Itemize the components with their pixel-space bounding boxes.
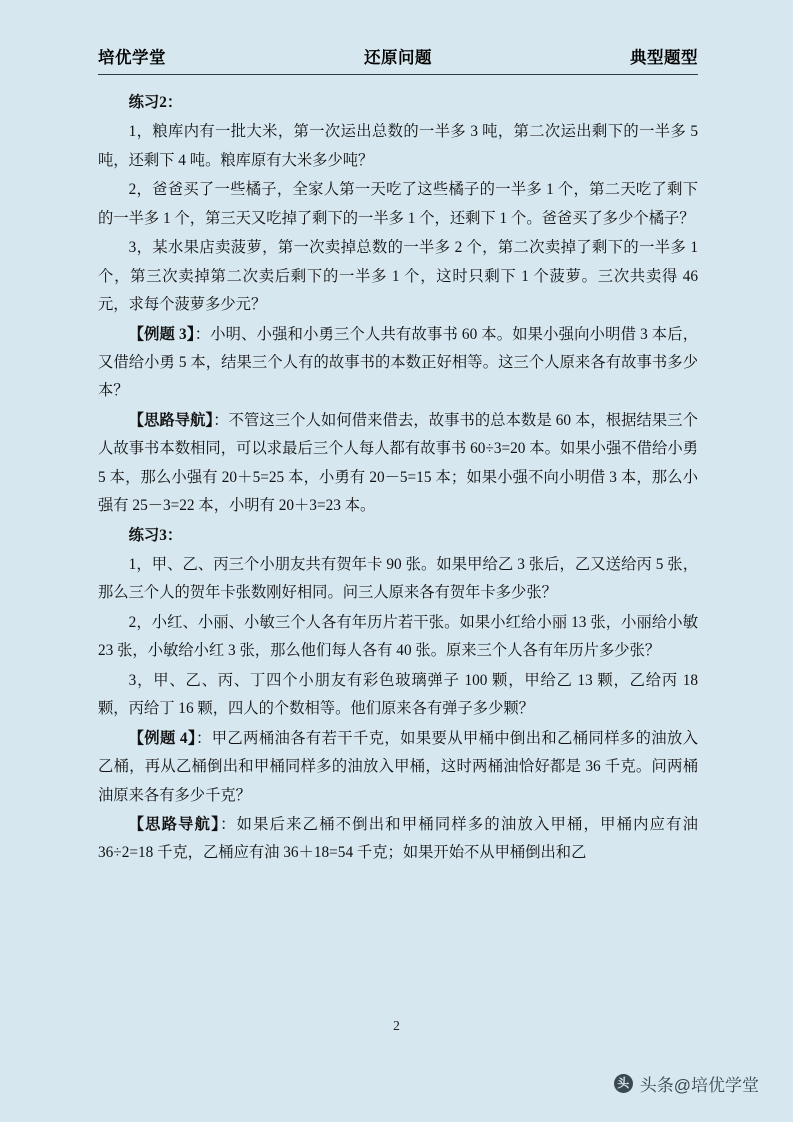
page-number: 2 [393,1018,400,1033]
lead-label: 【例题 4】 [128,729,197,747]
header-right-title: 典型题型 [630,48,698,67]
lead-label: 【思路导航】 [128,411,214,429]
practice-2-question-3: 3，某水果店卖菠萝，第一次卖掉总数的一半多 2 个，第二次卖掉了剩下的一半多 1 个，第三次卖掉第二次卖后剩下的一半多 1 个，这时只剩下 1 个菠萝。三次共卖得 46 元，求每个菠萝多少元？ [98,239,698,314]
watermark-logo-icon: 头 [614,1074,633,1093]
practice-3-question-1: 1，甲、乙、丙三个小朋友共有贺年卡 90 张。如果甲给乙 3 张后，乙又送给丙 5 张，那么三个人的贺年卡张数刚好相同。问三人原来各有贺年卡多少张？ [98,556,698,602]
header-divider [98,74,698,75]
lead-label: 【例题 3】 [128,325,195,343]
guide-4-text: 【思路导航】：如果后来乙桶不倒出和甲桶同样多的油放入甲桶，甲桶内应有油 36÷2=18 千克，乙桶应有油 36＋18=54 千克；如果开始不从甲桶倒出和乙 [98,815,698,862]
practice-2-question-2: 2，爸爸买了一些橘子，全家人第一天吃了这些橘子的一半多 1 个，第二天吃了剩下的一半多 1 个，第三天又吃掉了剩下的一半多 1 个，还剩下 1 个。爸爸买了多少个橘子？ [98,181,698,227]
header-center-title: 还原问题 [364,48,432,67]
example-4-text: 【例题 4】：甲乙两桶油各有若干千克，如果要从甲桶中倒出和乙桶同样多的油放入乙桶，再从乙桶倒出和甲桶同样多的油放入甲桶，这时两桶油恰好都是 36 千克。问两桶油原来各有多少千克？ [98,729,698,804]
page-content [98,44,698,869]
practice-3-heading: 练习3： [128,526,183,544]
practice-2-heading: 练习2： [128,94,183,111]
page-header [98,44,698,74]
example-3-text: 【例题 3】：小明、小强和小勇三个人共有故事书 60 本。如果小强向小明借 3 本后，又借给小勇 5 本，结果三个人有的故事书的本数正好相等。这三个人原来各有故事书多少本？ [98,325,698,400]
practice-2-question-1: 1，粮库内有一批大米，第一次运出总数的一半多 3 吨，第二次运出剩下的一半多 5 吨，还剩下 4 吨。粮库原有大米多少吨？ [98,123,698,169]
practice-3-question-2: 2，小红、小丽、小敏三个人各有年历片若干张。如果小红给小丽 13 张，小丽给小敏 23 张，小敏给小红 3 张，那么他们每人各有 40 张。原来三个人各有年历片多少张？ [98,613,698,660]
lead-label: 【思路导航】 [128,815,221,833]
watermark [614,1071,759,1096]
guide-3-text: 【思路导航】：不管这三个人如何借来借去，故事书的总本数是 60 本，根据结果三个人故事书本数相同，可以求最后三个人每人都有故事书 60÷3=20 本。如果小强不借给小勇 5 本，那么小强有 20＋5=25 本，小勇有 20－5=15 本；如果小强不向小明借 3 本，那么小强有 25－3=22 本，小明有 20＋3=23 本。 [98,411,698,515]
header-left-title: 培优学堂 [98,48,166,67]
watermark-text: 头条@培优学堂 [639,1076,759,1095]
practice-3-question-3: 3，甲、乙、丙、丁四个小朋友有彩色玻璃弹子 100 颗，甲给乙 13 颗，乙给丙 18 颗，丙给丁 16 颗，四人的个数相等。他们原来各有弹子多少颗？ [98,671,698,718]
